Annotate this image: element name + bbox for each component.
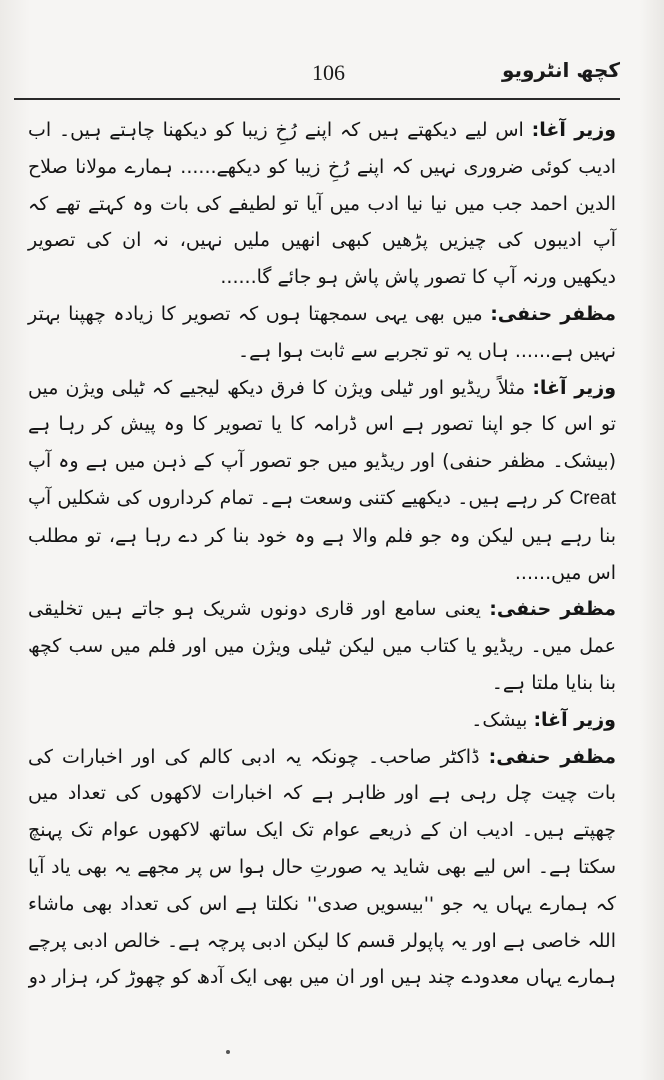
header-divider <box>14 98 620 100</box>
paragraph <box>28 370 616 592</box>
paragraph <box>28 702 616 739</box>
speaker-name: مظفر حنفی: <box>490 302 617 325</box>
interview-text <box>28 112 616 1062</box>
paragraph-text-continued: کر رہے ہیں۔ دیکھیے کتنی وسعت ہے۔ تمام کرداروں کی شکلیں آپ بنا رہے ہیں لیکن وہ جو فلم والا ہے وہ خود بنا کر دے رہا ہے، تو مطلب اس میں...... <box>28 486 616 584</box>
print-speck <box>226 1050 230 1054</box>
english-word: Creat <box>569 487 616 509</box>
paragraph-text: بیشک۔ <box>471 708 534 731</box>
speaker-name: مظفر حنفی: <box>489 598 616 621</box>
paragraph-text: اس لیے دیکھتے ہیں کہ اپنے رُخِ زیبا کو دیکھنا چاہتے ہیں۔ اب ادیب کوئی ضروری نہیں کہ اپنے رُخِ زیبا کو دیکھے...... ہمارے مولانا صلاح الدین احمد جب میں نیا نیا ادب میں آیا تو لطیفے کی بات وہ کہتے تھے کہ آپ ادیبوں کی چیزیں پڑھیں کبھی انھیں ملیں نہیں، نہ ان کی تصویر دیکھیں ورنہ آپ کا تصور پاش پاش ہو جائے گا...... <box>28 119 616 289</box>
paragraph-text: مثلاً ریڈیو اور ٹیلی ویژن کا فرق دیکھ لیجیے کہ ٹیلی ویژن میں تو اس کا جو اپنا تصور ہے اس ڈرامہ کا یا تصویر کا وہ پیش کر رہا ہے (بیشک۔ مظفر حنفی) اور ریڈیو میں جو تصور آپ کے ذہن میں ہے وہ آپ <box>28 376 616 473</box>
speaker-name: مظفر حنفی: <box>488 745 616 768</box>
paragraph <box>28 739 616 997</box>
speaker-name: وزیر آغا: <box>531 119 617 141</box>
running-title: کچھ انٹرویو <box>501 58 620 82</box>
paragraph <box>28 591 616 701</box>
paragraph <box>28 112 616 296</box>
speaker-name: وزیر آغا: <box>533 708 616 731</box>
speaker-name: وزیر آغا: <box>532 376 616 399</box>
paragraph-text: ڈاکٹر صاحب۔ چونکہ یہ ادبی کالم کی اور اخبارات کی بات چیت چل رہی ہے اور ظاہر ہے کہ اخبارات لاکھوں کی تعداد میں چھپتے ہیں۔ ادیب ان کے ذریعے عوام تک ایک ساتھ لاکھوں عوام تک پہنچ سکتا ہے۔ اس لیے بھی شاید یہ صورتِ حال ہوا س پر مجھے یہ بھی یاد آیا کہ ہمارے یہاں یہ جو ''بیسویں صدی'' نکلتا ہے اس کی تعداد بھی ماشاء اللہ خاصی ہے اور یہ پاپولر قسم کا لیکن ادبی پرچہ ہے۔ خالص ادبی پرچے ہمارے یہاں معدودے چند ہیں اور ان میں بھی ایک آدھ کو چھوڑ کر، ہزار دو <box>28 745 616 989</box>
paragraph-text: میں بھی یہی سمجھتا ہوں کہ تصویر کا زیادہ چھپنا بہتر نہیں ہے...... ہاں یہ تو تجربے سے ثابت ہوا ہے۔ <box>28 302 616 362</box>
page-header <box>20 52 620 96</box>
paragraph-text: یعنی سامع اور قاری دونوں شریک ہو جاتے ہیں تخلیقی عمل میں۔ ریڈیو یا کتاب میں لیکن ٹیلی ویژن میں اور فلم میں سب کچھ بنا بنایا ملتا ہے۔ <box>28 598 616 694</box>
page-number: 106 <box>312 60 345 85</box>
paragraph <box>28 296 616 370</box>
